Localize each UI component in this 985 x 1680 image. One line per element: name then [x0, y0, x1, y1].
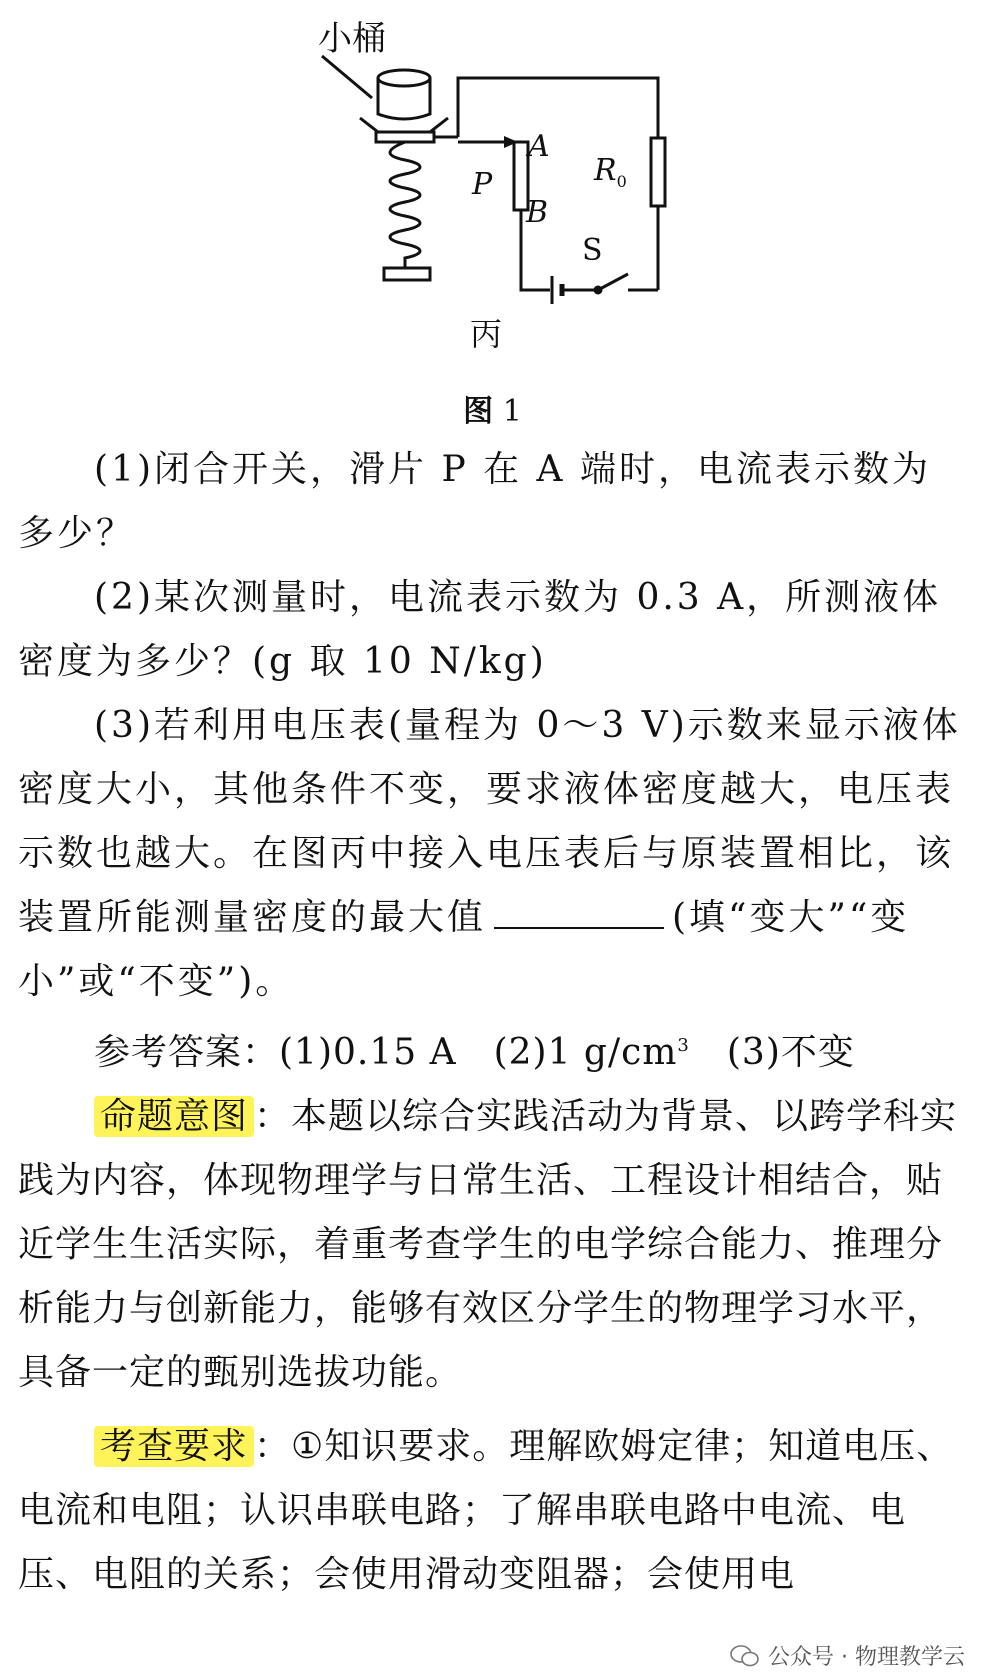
label-r-subscript: 0 [616, 172, 627, 191]
answer-part-2: (3)不变 [689, 1032, 855, 1073]
tray [376, 132, 434, 142]
sub-caption: 丙 [470, 315, 503, 353]
label-b: B [526, 195, 549, 230]
label-s: S [582, 233, 603, 268]
caption-prefix: 图 [463, 394, 494, 429]
watermark-text: 公众号 · 物理教学云 [768, 1645, 965, 1670]
label-p: P [472, 167, 493, 202]
requirements-label: 考查要求 [94, 1426, 254, 1467]
intent-label: 命题意图 [94, 1096, 254, 1137]
caption-number: 1 [502, 394, 522, 429]
intent-text: ：本题以综合实践活动为背景、以跨学科实践为内容，体现物理学与日常生活、工程设计相结合，贴近学生生活实际，着重考查学生的电学综合能力、推理分析能力与创新能力，能够有效区分学生的物理学习水平，具备一定的甄别选拔功能。 [18, 1096, 958, 1393]
question-2: (2)某次测量时，电流表示数为 0.3 A，所测液体密度为多少？(g 取 10 N/kg) [18, 577, 942, 682]
answer-superscript: 3 [677, 1035, 690, 1056]
label-r: R [594, 153, 617, 188]
question-3-text: (3)若利用电压表(量程为 0～3 V)示数来显示液体密度大小，其他条件不变，要求液体密度越大，电压表示数也越大。在图丙中接入电压表后与原装置相比，该装置所能测量密度的最大值 [18, 705, 961, 938]
resistor-r0 [651, 138, 665, 206]
label-a: A [528, 129, 550, 164]
circuit-figure [0, 0, 985, 430]
question-1: (1)闭合开关，滑片 P 在 A 端时，电流表示数为多少？ [18, 449, 931, 554]
spring [390, 142, 420, 270]
spring-base [384, 268, 430, 280]
answer-part-1: 参考答案：(1)0.15 A (2)1 g/cm [94, 1032, 678, 1073]
bucket-pointer-line [322, 56, 372, 98]
top-wire [458, 78, 658, 138]
wechat-icon [730, 1645, 760, 1667]
figure-caption [0, 386, 985, 430]
answer-blank [494, 889, 664, 929]
requirements-text: ：①知识要求。理解欧姆定律；知道电压、电流和电阻；认识串联电路；了解串联电路中电流、电压、电阻的关系；会使用滑动变阻器；会使用电 [18, 1426, 954, 1595]
requirements-paragraph [18, 1415, 968, 1607]
bucket-label: 小桶 [318, 19, 386, 59]
switch-blade [598, 274, 628, 290]
watermark [730, 1640, 965, 1671]
question-3-options: (填“变大”“变小”或“不变”)。 [18, 897, 910, 1002]
bucket-rim [378, 70, 430, 86]
label-r0 [594, 153, 627, 191]
question-3 [18, 694, 968, 1014]
reference-answer [18, 1014, 968, 1085]
intent-paragraph [18, 1085, 968, 1405]
document-body [18, 438, 968, 1607]
